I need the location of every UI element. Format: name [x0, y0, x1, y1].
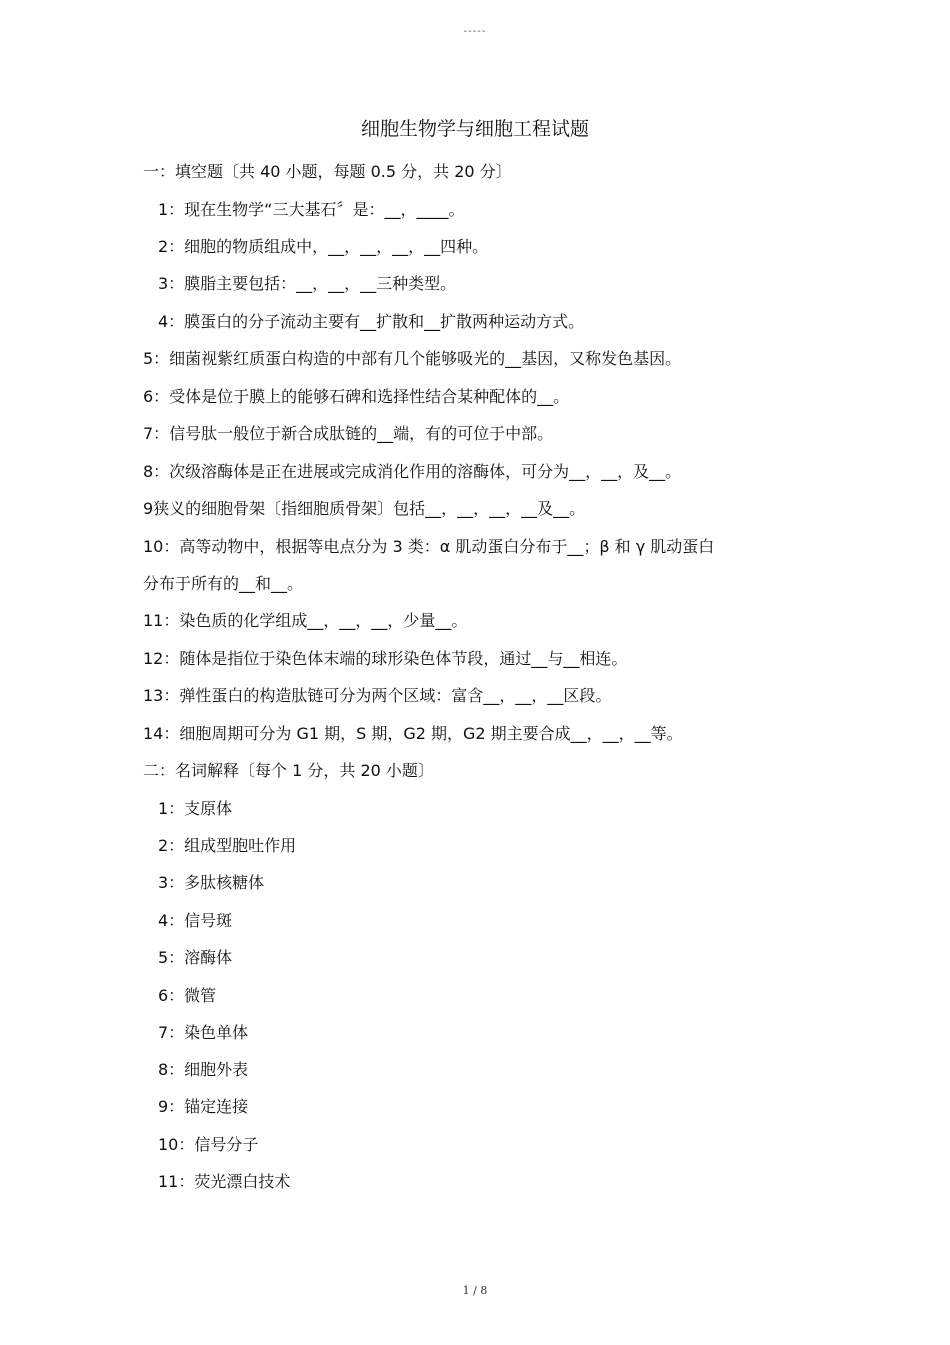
term-item: 9：锚定连接	[158, 1097, 249, 1116]
term-item: 2：组成型胞吐作用	[158, 836, 297, 855]
question-item: 2：细胞的物质组成中，__，__，__，__四种。	[158, 237, 489, 256]
term-item: 11：荧光漂白技术	[158, 1172, 291, 1191]
question-item: 10：高等动物中，根据等电点分为 3 类：α 肌动蛋白分布于__；β 和 γ 肌动蛋白	[143, 537, 715, 556]
question-item: 9狭义的细胞骨架〔指细胞质骨架〕包括__，__，__，__及__。	[143, 499, 586, 518]
term-item: 5：溶酶体	[158, 948, 233, 967]
question-item: 14：细胞周期可分为 G1 期，S 期，G2 期，G2 期主要合成__，__，__等。	[143, 724, 683, 743]
question-item: 6：受体是位于膜上的能够石碑和选择性结合某种配体的__。	[143, 387, 570, 406]
document-title: 细胞生物学与细胞工程试题	[360, 118, 589, 140]
term-item: 1：支原体	[158, 799, 233, 818]
page-number: 1 / 8	[462, 1284, 488, 1297]
question-item-continuation: 分布于所有的__和__。	[143, 574, 304, 593]
question-item: 8：次级溶酶体是正在进展或完成消化作用的溶酶体，可分为__，__，及__。	[143, 462, 682, 481]
term-item: 4：信号斑	[158, 911, 233, 930]
term-item: 6：微管	[158, 986, 217, 1005]
section-heading-fill-in: 一：填空题〔共 40 小题，每题 0.5 分，共 20 分〕	[143, 162, 512, 181]
term-item: 8：细胞外表	[158, 1060, 249, 1079]
question-item: 13：弹性蛋白的构造肽链可分为两个区域：富含__，__，__区段。	[143, 686, 612, 705]
section-heading-definitions: 二：名词解释〔每个 1 分，共 20 小题〕	[143, 761, 434, 780]
question-item: 5：细菌视紫红质蛋白构造的中部有几个能够吸光的__基因，又称发色基因。	[143, 349, 682, 368]
question-item: 3：膜脂主要包括：__，__，__三种类型。	[158, 274, 457, 293]
question-item: 11：染色质的化学组成__，__，__，少量__。	[143, 611, 468, 630]
term-item: 3：多肽核糖体	[158, 873, 265, 892]
header-mark: -----	[463, 26, 487, 37]
question-item: 7：信号肽一般位于新合成肽链的__端，有的可位于中部。	[143, 424, 554, 443]
term-item: 7：染色单体	[158, 1023, 249, 1042]
question-item: 1：现在生物学“三大基石〞是：__，____。	[158, 200, 465, 219]
term-item: 10：信号分子	[158, 1135, 259, 1154]
question-item: 4：膜蛋白的分子流动主要有__扩散和__扩散两种运动方式。	[158, 312, 585, 331]
question-item: 12：随体是指位于染色体末端的球形染色体节段，通过__与__相连。	[143, 649, 628, 668]
